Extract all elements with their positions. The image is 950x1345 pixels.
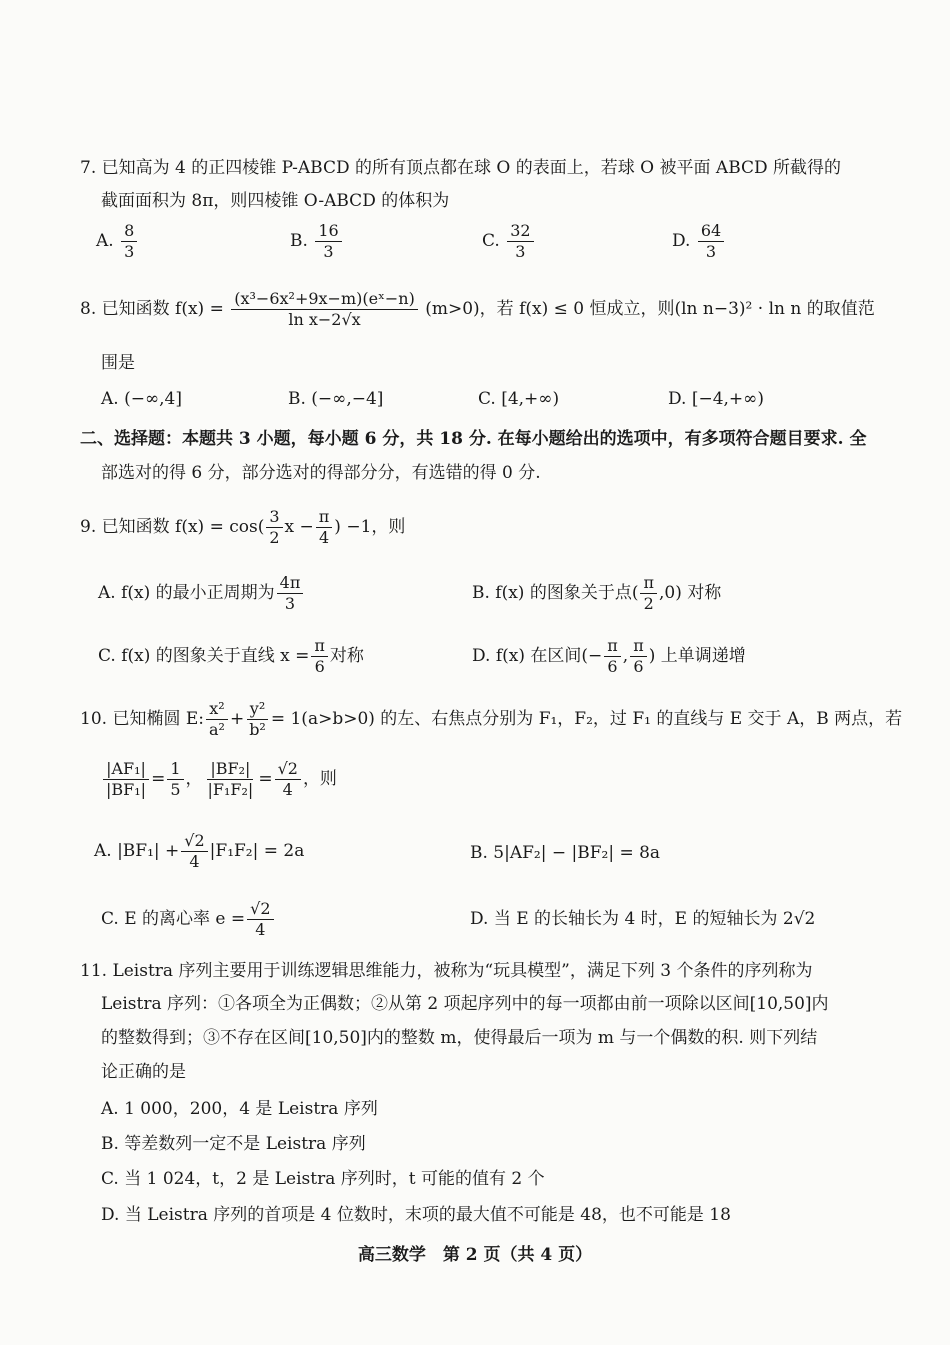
q10-option-d: D. 当 E 的长轴长为 4 时，E 的短轴长为 2√2: [470, 909, 816, 929]
q11-stem-line1: 11. Leistra 序列主要用于训练逻辑思维能力，被称为“玩具模型”，满足下列 3 个条件的序列称为: [80, 961, 813, 981]
q8-option-b: B. (−∞,−4]: [288, 389, 384, 409]
q8-option-d: D. [−4,+∞): [668, 389, 764, 409]
q8-stem-line2: 围是: [101, 353, 135, 373]
q7-option-a: [96, 222, 139, 261]
q10-plus: +: [229, 709, 245, 729]
q9-option-c: [98, 637, 364, 676]
section2-heading-line2: 部选对的得 6 分，部分选对的得部分分，有选错的得 0 分.: [101, 463, 541, 483]
q7-option-d: [672, 222, 726, 261]
q11-option-a: A. 1 000，200，4 是 Leistra 序列: [101, 1099, 378, 1119]
q7-option-d-fraction: $\frac{64}{3}$: [698, 222, 724, 261]
q10-ratio2-value: $\frac{√2}{4}$: [275, 760, 301, 799]
q11-option-d: D. 当 Leistra 序列的首项是 4 位数时，末项的最大值不可能是 48，也不可能是 18: [101, 1205, 731, 1225]
q10-option-a-post: |F₁F₂| = 2a: [209, 841, 305, 861]
q11-option-c: C. 当 1 024，t，2 是 Leistra 序列时，t 可能的值有 2 个: [101, 1169, 545, 1189]
q10-condition-end: ，则: [302, 769, 337, 789]
q9-option-c-end: 对称: [329, 646, 364, 666]
q11-stem-line2: Leistra 序列：①各项全为正偶数；②从第 2 项起序列中的每一项都由前一项除以区间[10,50]内: [101, 994, 829, 1014]
q10-prefix: 10. 已知椭圆 E:: [80, 709, 204, 729]
q7-option-c-fraction: $\frac{32}{3}$: [507, 222, 533, 261]
q10-condition: $\frac{\text{|AF₁|}}{\text{|BF₁|}}$ = $\frac{1}{5}$ ， $\frac{\text{|BF₂|}}{\text{|F₁F₂|}}$ = $\frac{√2}{4}$ ，则: [101, 760, 337, 799]
q9-phase-fraction: $\frac{\pi}{4}$: [316, 508, 333, 547]
q7-option-b: [290, 222, 344, 261]
q11-stem-line4: 论正确的是: [101, 1062, 186, 1082]
q10-suffix: = 1(a>b>0) 的左、右焦点分别为 F₁，F₂，过 F₁ 的直线与 E 交于 A，B 两点，若: [270, 709, 903, 729]
q7-stem-line2: 截面面积为 8π，则四棱锥 O-ABCD 的体积为: [101, 191, 450, 211]
q9-option-a-fraction: $\frac{4\pi}{3}$: [277, 574, 304, 613]
q9-option-c-text: C. f(x) 的图象关于直线 x =: [98, 646, 310, 666]
q7-option-b-label: B.: [290, 231, 308, 251]
q10-stem-line1: [80, 700, 902, 739]
q8-option-c: C. [4,+∞): [478, 389, 560, 409]
q9-option-b-end: ,0) 对称: [659, 583, 722, 603]
q9-option-b-text: B. f(x) 的图象关于点(: [472, 583, 639, 603]
q9-mid: x −: [284, 517, 314, 537]
q8-stem-line1: [80, 290, 875, 329]
q9-coef-fraction: $\frac{3}{2}$: [266, 508, 282, 547]
q9-option-a-text: A. f(x) 的最小正周期为: [98, 583, 275, 603]
q10-option-c: [101, 900, 276, 939]
q10-option-a: [94, 832, 304, 871]
q10-option-c-fraction: $\frac{√2}{4}$: [247, 900, 273, 939]
q9-prefix: 9. 已知函数 f(x) = cos(: [80, 517, 265, 537]
q9-option-c-fraction: $\frac{\pi}{6}$: [311, 637, 328, 676]
section2-heading-line1: 二、选择题：本题共 3 小题，每小题 6 分，共 18 分. 在每小题给出的选项中，有多项符合题目要求. 全: [80, 429, 867, 449]
q8-option-a: A. (−∞,4]: [101, 389, 182, 409]
q8-prefix: 8. 已知函数 f(x) =: [80, 299, 224, 319]
q9-option-b-fraction: $\frac{\pi}{2}$: [640, 574, 657, 613]
q7-option-a-fraction: $\frac{8}{3}$: [121, 222, 137, 261]
q10-option-a-pre: A. |BF₁| +: [94, 841, 180, 861]
q11-stem-line3: 的整数得到；③不存在区间[10,50]内的整数 m，使得最后一项为 m 与一个偶数的积. 则下列结: [101, 1028, 818, 1048]
q9-option-a: [98, 574, 305, 613]
q8-function-fraction: $\frac{\text{(x³−6x²+9x−m)(eˣ−n)}}{\text{ln x−2√x}}$: [231, 290, 418, 329]
q9-option-d-fraction-2: $\frac{\pi}{6}$: [630, 637, 647, 676]
q7-option-a-label: A.: [96, 231, 114, 251]
q9-option-d-text: D. f(x) 在区间(−: [472, 646, 603, 666]
q10-ratio1: $\frac{\text{|AF₁|}}{\text{|BF₁|}}$: [103, 760, 149, 799]
q8-suffix: (m>0)，若 f(x) ≤ 0 恒成立，则(ln n−3)² · ln n 的取值范: [425, 299, 875, 319]
q11-option-b: B. 等差数列一定不是 Leistra 序列: [101, 1134, 366, 1154]
q9-stem: [80, 508, 405, 547]
q9-suffix: ) −1，则: [334, 517, 406, 537]
q9-option-d-end: ) 上单调递增: [648, 646, 746, 666]
q10-y-fraction: $\frac{\text{y²}}{\text{b²}}$: [246, 700, 269, 739]
q10-option-a-fraction: $\frac{√2}{4}$: [181, 832, 207, 871]
q9-option-d-fraction-1: $\frac{\pi}{6}$: [604, 637, 621, 676]
q10-ratio1-value: $\frac{1}{5}$: [167, 760, 183, 799]
q7-option-b-fraction: $\frac{16}{3}$: [315, 222, 341, 261]
q10-option-b: B. 5|AF₂| − |BF₂| = 8a: [470, 843, 661, 863]
q9-option-d: [472, 637, 746, 676]
q10-x-fraction: $\frac{\text{x²}}{\text{a²}}$: [206, 700, 228, 739]
q7-option-c: [482, 222, 536, 261]
q9-option-b: [472, 574, 721, 613]
q7-stem-line1: 7. 已知高为 4 的正四棱锥 P-ABCD 的所有顶点都在球 O 的表面上，若球 O 被平面 ABCD 所截得的: [80, 158, 842, 178]
q10-ratio2: $\frac{\text{|BF₂|}}{\text{|F₁F₂|}}$: [207, 759, 254, 799]
q9-option-d-sep: ,: [622, 646, 629, 666]
q10-option-c-pre: C. E 的离心率 e =: [101, 909, 246, 929]
q7-option-d-label: D.: [672, 231, 691, 251]
q7-option-c-label: C.: [482, 231, 500, 251]
page-footer: 高三数学 第 2 页（共 4 页）: [357, 1245, 593, 1265]
